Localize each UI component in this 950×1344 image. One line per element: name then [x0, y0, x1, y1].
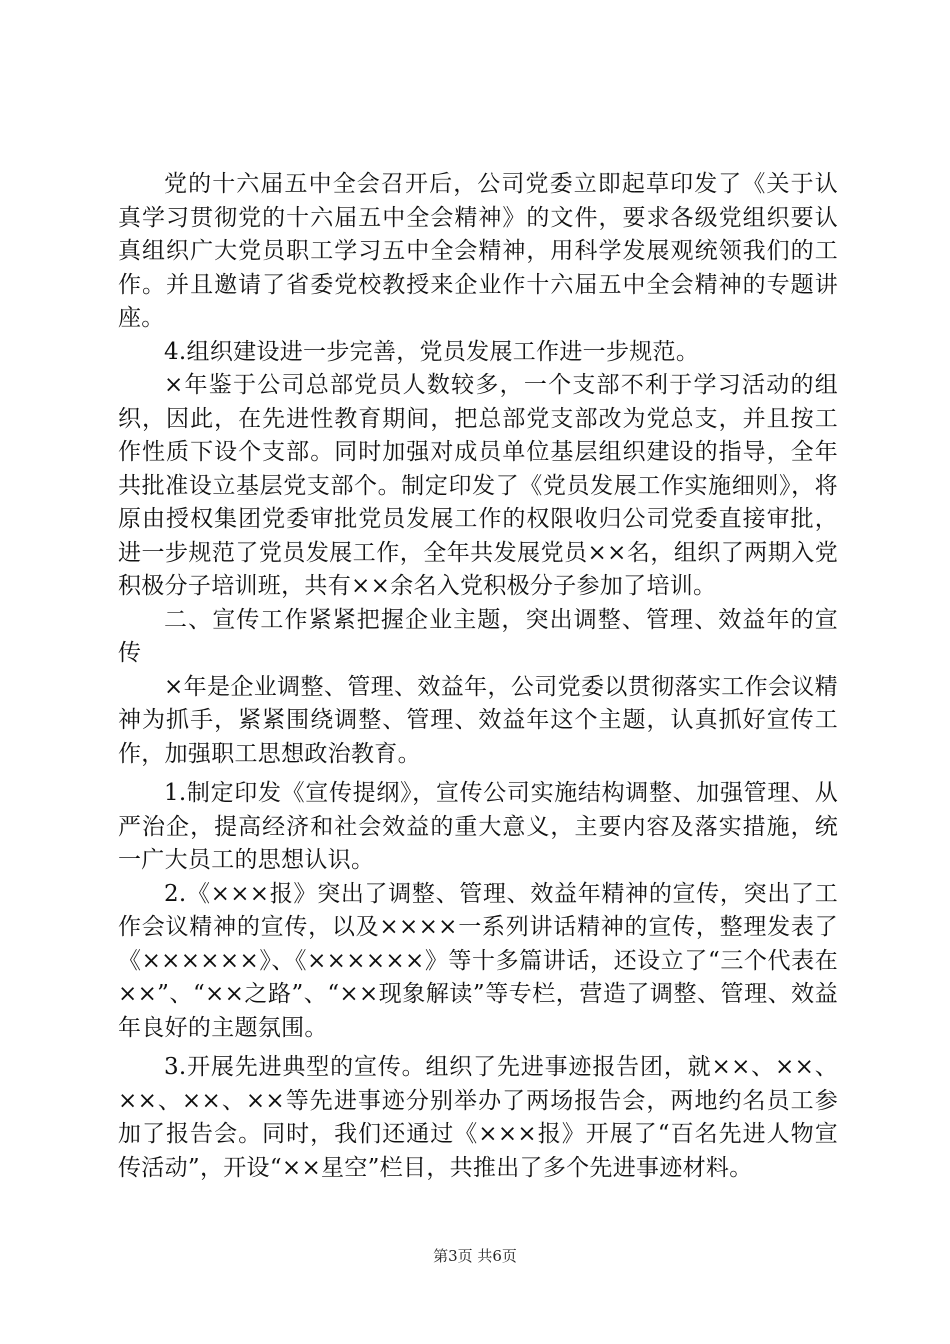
- paragraph-newspaper: 2.《×××报》突出了调整、管理、效益年精神的宣传，突出了工作会议精神的宣传，以及××××一系列讲话精神的宣传，整理发表了《××××××》、《××××××》等十多篇讲话，还设立了“三个代表在××”、“××之路”、“××现象解读”等专栏，营造了调整、管理、效益年良好的主题氛围。: [118, 880, 838, 1041]
- paragraph-study-session: 党的十六届五中全会召开后，公司党委立即起草印发了《关于认真学习贯彻党的十六届五中全会精神》的文件，要求各级党组织要认真组织广大党员职工学习五中全会精神，用科学发展观统领我们的工作。并且邀请了省委党校教授来企业作十六届五中全会精神的专题讲座。: [118, 171, 838, 331]
- document-body: [118, 168, 838, 1185]
- page-number-footer: 第3页 共6页: [433, 1247, 517, 1265]
- paragraph-outline: 1.制定印发《宣传提纲》，宣传公司实施结构调整、加强管理、从严治企，提高经济和社会效益的重大意义，主要内容及落实措施，统一广大员工的思想认识。: [118, 780, 838, 873]
- paragraph-heading-organization: 4.组织建设进一步完善，党员发展工作进一步规范。: [164, 338, 700, 365]
- paragraph-advanced-models: 3.开展先进典型的宣传。组织了先进事迹报告团，就××、××、××、××、××等先进事迹分别举办了两场报告会，两地约名员工参加了报告会。同时，我们还通过《×××报》开展了“百名先进人物宣传活动”，开设“××星空”栏目，共推出了多个先进事迹材料。: [118, 1054, 838, 1181]
- paragraph-heading-publicity: 二、宣传工作紧紧把握企业主题，突出调整、管理、效益年的宣传: [118, 606, 838, 666]
- paragraph-party-branch: ×年鉴于公司总部党员人数较多，一个支部不利于学习活动的组织，因此，在先进性教育期间，把总部党支部改为党总支，并且按工作性质下设个支部。同时加强对成员单位基层组织建设的指导，全年共批准设立基层党支部个。制定印发了《党员发展工作实施细则》，将原由授权集团党委审批党员发展工作的权限收归公司党委直接审批，进一步规范了党员发展工作，全年共发展党员××名，组织了两期入党积极分子培训班，共有××余名入党积极分子参加了培训。: [118, 372, 838, 599]
- paragraph-theme-year: ×年是企业调整、管理、效益年，公司党委以贯彻落实工作会议精神为抓手，紧紧围绕调整、管理、效益年这个主题，认真抓好宣传工作，加强职工思想政治教育。: [118, 673, 838, 767]
